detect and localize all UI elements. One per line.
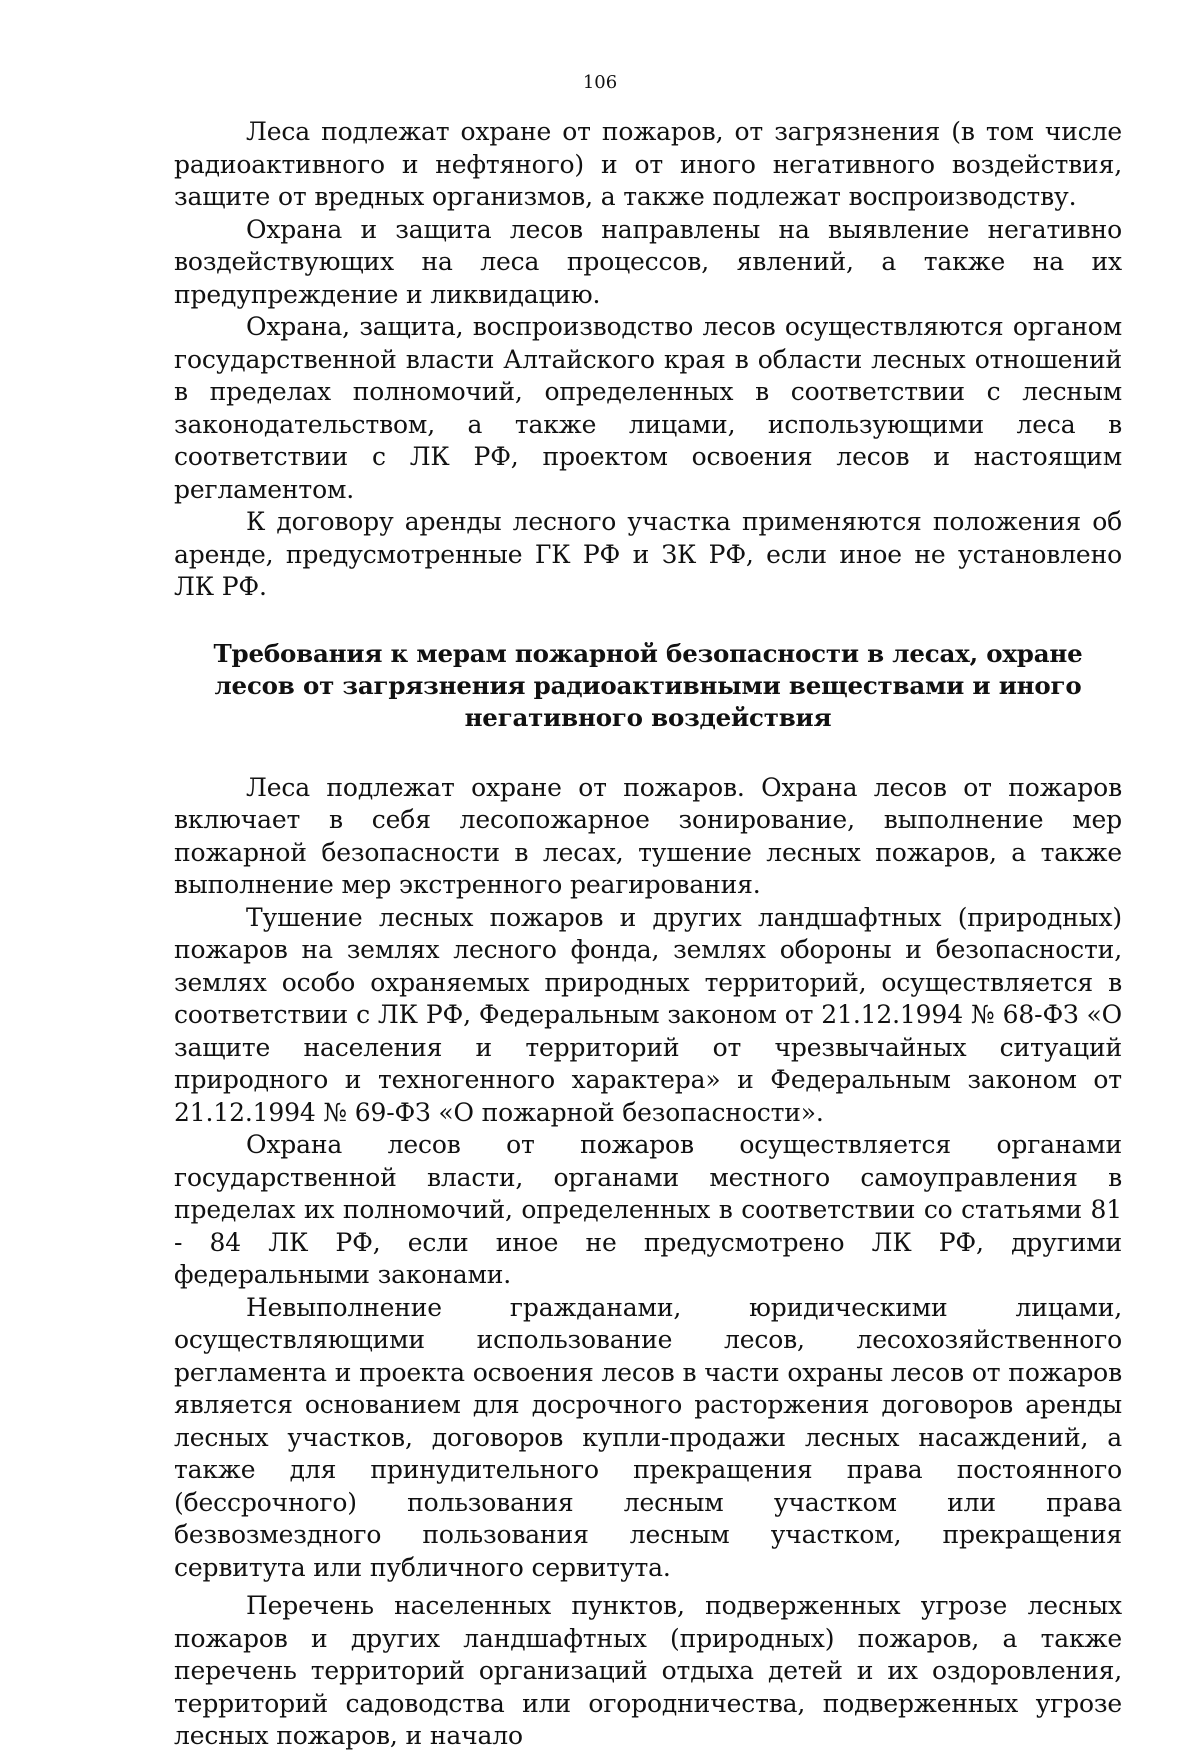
intro-section	[174, 116, 1122, 604]
paragraph: Охрана лесов от пожаров осуществляется органами государственной власти, органами местного самоуправления в пределах их полномочий, определенных в соответствии со статьями 81 - 84 ЛК РФ, если иное не предусмотрено ЛК РФ, другими федеральными законами.	[174, 1130, 1122, 1289]
paragraph: Леса подлежат охране от пожаров. Охрана лесов от пожаров включает в себя лесопожарное зонирование, выполнение мер пожарной безопасности в лесах, тушение лесных пожаров, а также выполнение мер экстренного реагирования.	[174, 772, 1122, 899]
paragraph: К договору аренды лесного участка применяются положения об аренде, предусмотренные ГК РФ и ЗК РФ, если иное не установлено ЛК РФ.	[174, 507, 1122, 601]
paragraph: Леса подлежат охране от пожаров, от загрязнения (в том числе радиоактивного и нефтяного) и от иного негативного воздействия, защите от вредных организмов, а также подлежат воспроизводству.	[174, 117, 1122, 211]
page-number: 106	[582, 72, 618, 93]
paragraph: Невыполнение гражданами, юридическими лицами, осуществляющими использование лесов, лесохозяйственного регламента и проекта освоения лесов в части охраны лесов от пожаров является основанием для досрочного расторжения договоров аренды лесных участков, договоров купли-продажи лесных насаждений, а также для принудительного прекращения права постоянного (бессрочного) пользования лесным участком или права безвозмездного пользования лесным участком, прекращения сервитута или публичного сервитута.	[174, 1292, 1122, 1582]
section-heading: Требования к мерам пожарной безопасности в лесах, охране лесов от загрязнения радиоактивными веществами и иного негативного воздействия	[213, 638, 1083, 732]
paragraph: Перечень населенных пунктов, подверженных угрозе лесных пожаров и других ландшафтных (природных) пожаров, а также перечень территорий организаций отдыха детей и их оздоровления, территорий садоводства или огородничества, подверженных угрозе лесных пожаров, и начало	[174, 1591, 1122, 1750]
fire-safety-section	[174, 772, 1122, 1753]
paragraph: Тушение лесных пожаров и других ландшафтных (природных) пожаров на землях лесного фонда, землях обороны и безопасности, землях особо охраняемых природных территорий, осуществляется в соответствии с ЛК РФ, Федеральным законом от 21.12.1994 № 68-ФЗ «О защите населения и территорий от чрезвычайных ситуаций природного и техногенного характера» и Федеральным законом от 21.12.1994 № 69-ФЗ «О пожарной безопасности».	[174, 902, 1122, 1127]
paragraph: Охрана, защита, воспроизводство лесов осуществляются органом государственной власти Алтайского края в области лесных отношений в пределах полномочий, определенных в соответствии с лесным законодательством, а также лицами, использующими леса в соответствии с ЛК РФ, проектом освоения лесов и настоящим регламентом.	[174, 312, 1122, 504]
document-body	[174, 116, 1122, 1753]
paragraph: Охрана и защита лесов направлены на выявление негативно воздействующих на леса процессов, явлений, а также на их предупреждение и ликвидацию.	[174, 214, 1122, 309]
spacer	[174, 604, 1122, 638]
spacer	[174, 734, 1122, 772]
